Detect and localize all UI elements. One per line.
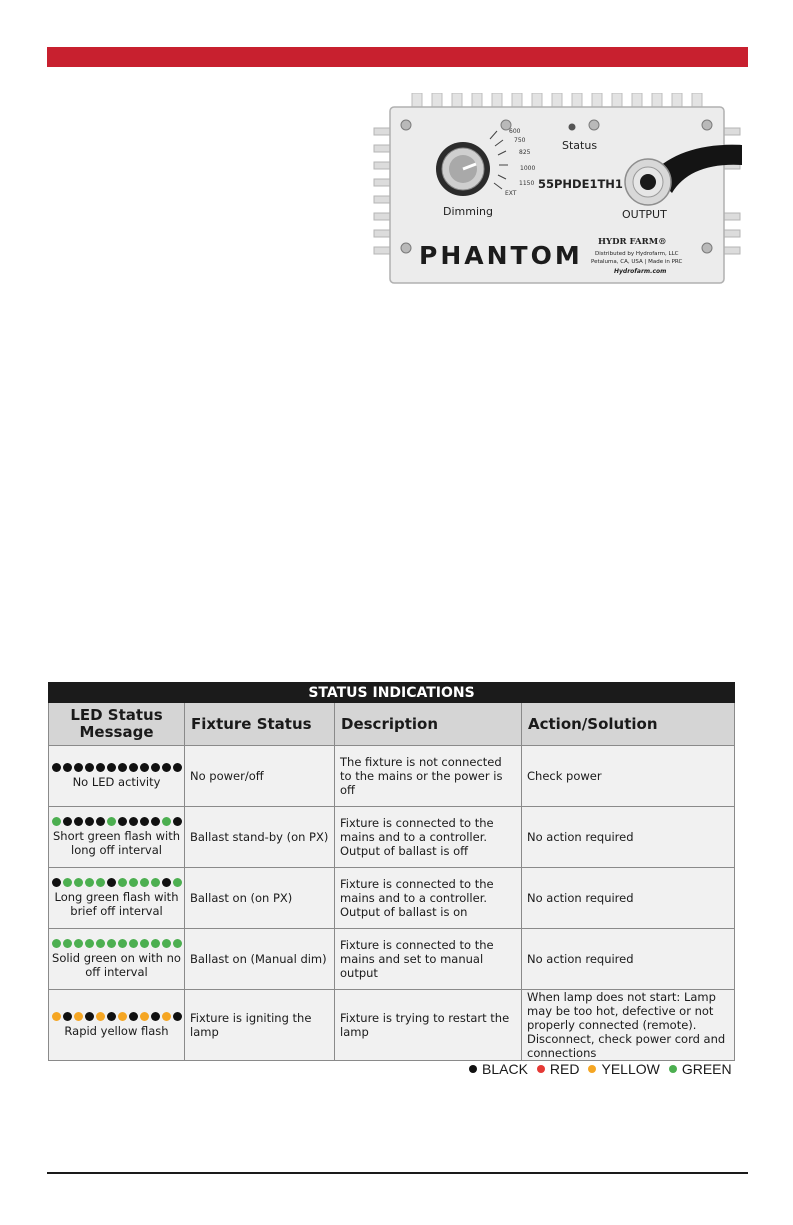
green-led-dot-icon: [173, 878, 182, 887]
status-indications-table: [48, 682, 735, 1061]
output-label: OUTPUT: [622, 208, 667, 221]
table-title: STATUS INDICATIONS: [49, 683, 735, 703]
legend-label: GREEN: [681, 1061, 732, 1077]
dial-tick: 600: [509, 128, 521, 135]
action-cell: No action required: [522, 807, 735, 868]
fixture-status-cell: Ballast stand-by (on PX): [185, 807, 335, 868]
led-message: Rapid yellow flash: [64, 1024, 169, 1038]
description-cell: Fixture is connected to the mains and to a controller. Output of ballast is on: [335, 868, 522, 929]
table-row: [49, 807, 735, 868]
green-led-dot-icon: [96, 878, 105, 887]
black-led-dot-icon: [140, 817, 149, 826]
black-led-dot-icon: [107, 1012, 116, 1021]
table-row: [49, 868, 735, 929]
yellow-led-dot-icon: [162, 1012, 171, 1021]
footer-rule: [47, 1172, 748, 1174]
legend-label: RED: [549, 1061, 580, 1077]
led-dot-sequence: [51, 763, 182, 772]
green-dot-icon: [669, 1065, 677, 1073]
dial-tick: 825: [519, 149, 531, 156]
action-cell: No action required: [522, 929, 735, 990]
green-led-dot-icon: [151, 939, 160, 948]
led-message: Solid green on with no off interval: [52, 951, 181, 979]
black-led-dot-icon: [162, 763, 171, 772]
black-led-dot-icon: [140, 763, 149, 772]
legend-item-red: [537, 1061, 580, 1077]
green-led-dot-icon: [96, 939, 105, 948]
fixture-status-cell: No power/off: [185, 746, 335, 807]
black-led-dot-icon: [129, 763, 138, 772]
black-led-dot-icon: [63, 1012, 72, 1021]
green-led-dot-icon: [107, 939, 116, 948]
action-cell: No action required: [522, 868, 735, 929]
yellow-dot-icon: [588, 1065, 596, 1073]
led-dot-sequence: [51, 1012, 182, 1021]
header-accent-bar: [47, 47, 748, 67]
led-message: Long green flash with brief off interval: [54, 890, 179, 918]
table-row: [49, 990, 735, 1061]
table-header-row: [49, 703, 735, 746]
led-message: Short green flash with long off interval: [52, 829, 180, 857]
header-action: Action/Solution: [522, 703, 735, 746]
model-number: 55PHDE1TH1: [538, 177, 623, 191]
yellow-led-dot-icon: [140, 1012, 149, 1021]
origin-text: Petaluma, CA, USA | Made in PRC: [591, 259, 683, 265]
black-led-dot-icon: [118, 817, 127, 826]
description-cell: Fixture is connected to the mains and set to manual output: [335, 929, 522, 990]
dial-tick: 1150: [519, 180, 535, 187]
led-dot-sequence: [51, 939, 182, 948]
black-led-dot-icon: [85, 1012, 94, 1021]
table-row: [49, 746, 735, 807]
green-led-dot-icon: [151, 878, 160, 887]
green-led-dot-icon: [162, 817, 171, 826]
legend-item-yellow: [588, 1061, 659, 1077]
description-cell: Fixture is connected to the mains and to a controller. Output of ballast is off: [335, 807, 522, 868]
table-title-row: [49, 683, 735, 703]
green-led-dot-icon: [52, 939, 61, 948]
black-led-dot-icon: [107, 878, 116, 887]
led-dot-sequence: [51, 878, 182, 887]
dial-tick: 1000: [520, 165, 536, 172]
green-led-dot-icon: [118, 939, 127, 948]
distributor-text: Distributed by Hydrofarm, LLC: [595, 251, 679, 257]
black-led-dot-icon: [151, 1012, 160, 1021]
color-legend: [460, 1061, 732, 1077]
black-led-dot-icon: [74, 763, 83, 772]
green-led-dot-icon: [63, 939, 72, 948]
black-led-dot-icon: [85, 763, 94, 772]
yellow-led-dot-icon: [74, 1012, 83, 1021]
description-cell: Fixture is trying to restart the lamp: [335, 990, 522, 1061]
green-led-dot-icon: [52, 817, 61, 826]
black-led-dot-icon: [52, 878, 61, 887]
green-led-dot-icon: [173, 939, 182, 948]
brand-logo: HYDR FARM®: [598, 237, 667, 247]
green-led-dot-icon: [162, 939, 171, 948]
action-cell: When lamp does not start: Lamp may be too hot, defective or not properly connected (remote). Disconnect, check power cord and connections: [522, 990, 735, 1061]
led-status-cell: [49, 929, 185, 990]
black-led-dot-icon: [107, 763, 116, 772]
dial-tick: 750: [514, 137, 526, 144]
fixture-status-cell: Fixture is igniting the lamp: [185, 990, 335, 1061]
legend-label: BLACK: [482, 1061, 528, 1077]
black-led-dot-icon: [52, 763, 61, 772]
black-led-dot-icon: [151, 763, 160, 772]
dial-tick: EXT: [505, 190, 517, 197]
yellow-led-dot-icon: [96, 1012, 105, 1021]
legend-item-green: [669, 1061, 732, 1077]
fixture-status-cell: Ballast on (on PX): [185, 868, 335, 929]
ballast-photo: [372, 93, 742, 296]
black-led-dot-icon: [74, 817, 83, 826]
green-led-dot-icon: [74, 939, 83, 948]
website-text: Hydrofarm.com: [614, 268, 667, 275]
black-led-dot-icon: [96, 817, 105, 826]
green-led-dot-icon: [118, 878, 127, 887]
black-led-dot-icon: [63, 817, 72, 826]
green-led-dot-icon: [107, 817, 116, 826]
black-led-dot-icon: [118, 763, 127, 772]
green-led-dot-icon: [74, 878, 83, 887]
led-status-cell: [49, 746, 185, 807]
led-status-cell: [49, 990, 185, 1061]
green-led-dot-icon: [140, 878, 149, 887]
header-fixture-status: Fixture Status: [185, 703, 335, 746]
green-led-dot-icon: [85, 878, 94, 887]
header-description: Description: [335, 703, 522, 746]
product-logo: PHANTOM: [419, 241, 583, 270]
action-cell: Check power: [522, 746, 735, 807]
green-led-dot-icon: [140, 939, 149, 948]
green-led-dot-icon: [85, 939, 94, 948]
black-led-dot-icon: [162, 878, 171, 887]
green-led-dot-icon: [129, 939, 138, 948]
green-led-dot-icon: [63, 878, 72, 887]
black-dot-icon: [469, 1065, 477, 1073]
black-led-dot-icon: [96, 763, 105, 772]
status-label: Status: [562, 139, 598, 152]
red-dot-icon: [537, 1065, 545, 1073]
led-message: No LED activity: [72, 775, 161, 789]
yellow-led-dot-icon: [52, 1012, 61, 1021]
black-led-dot-icon: [173, 763, 182, 772]
black-led-dot-icon: [173, 1012, 182, 1021]
black-led-dot-icon: [63, 763, 72, 772]
fixture-status-cell: Ballast on (Manual dim): [185, 929, 335, 990]
green-led-dot-icon: [129, 878, 138, 887]
description-cell: The fixture is not connected to the mains or the power is off: [335, 746, 522, 807]
led-status-cell: [49, 868, 185, 929]
black-led-dot-icon: [129, 1012, 138, 1021]
black-led-dot-icon: [129, 817, 138, 826]
table-row: [49, 929, 735, 990]
legend-item-black: [469, 1061, 528, 1077]
dimming-label: Dimming: [443, 205, 493, 218]
yellow-led-dot-icon: [118, 1012, 127, 1021]
black-led-dot-icon: [173, 817, 182, 826]
header-led-status: LED Status Message: [49, 703, 185, 746]
legend-label: YELLOW: [601, 1061, 660, 1077]
led-status-cell: [49, 807, 185, 868]
led-dot-sequence: [51, 817, 182, 826]
black-led-dot-icon: [85, 817, 94, 826]
black-led-dot-icon: [151, 817, 160, 826]
